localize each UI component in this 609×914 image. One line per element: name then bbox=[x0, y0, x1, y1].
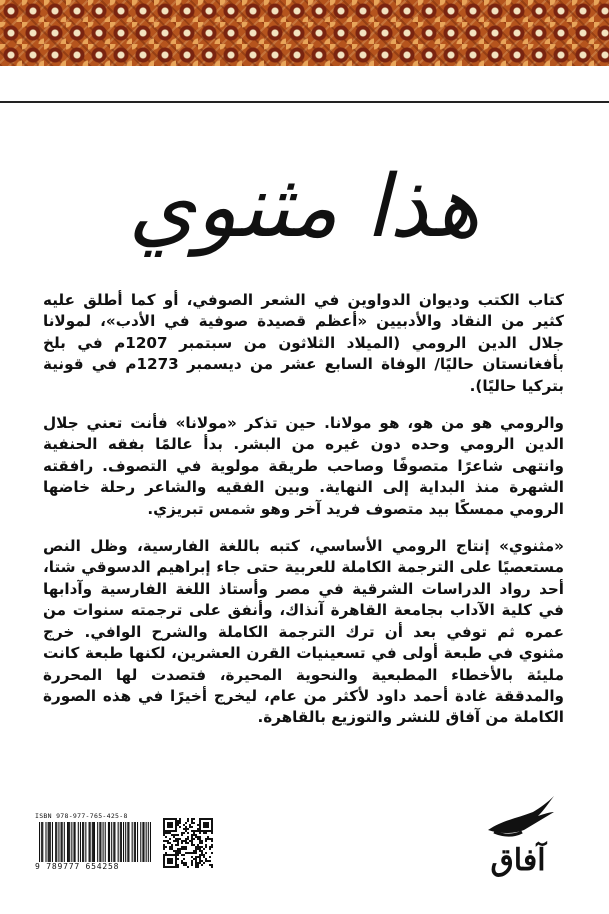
qr-code-icon bbox=[163, 818, 213, 868]
barcode-icon bbox=[39, 822, 151, 862]
bird-logo-icon bbox=[478, 790, 558, 890]
isbn-label: ISBN 978-977-765-425-8 bbox=[35, 812, 128, 820]
publisher-logo-text: آفاق bbox=[490, 843, 546, 878]
book-title-text: هذا مثنوي bbox=[128, 157, 480, 257]
barcode-digits: 9 789777 654258 bbox=[35, 862, 120, 871]
divider-line bbox=[0, 101, 609, 103]
blurb bbox=[43, 290, 564, 745]
ornamental-banner bbox=[0, 0, 609, 66]
blurb-paragraph-1: كتاب الكتب وديوان الدواوين في الشعر الصوفي، أو كما أطلق عليه كثير من النقاد والأدبيين «أعظم قصيدة صوفية في الأدب»، لمولانا جلال الدين الرومي (الميلاد الثلاثون من سبتمبر 1207م في بلخ بأفغانستان حاليًا/ الوفاة السابع عشر من ديسمبر 1273م في قونية بتركيا حاليًا). bbox=[43, 291, 564, 395]
blurb-paragraph-2: والرومي هو من هو، هو مولانا. حين تذكر «مولانا» فأنت تعني جلال الدين الرومي وحده دون غيره من البشر. بدأ عالمًا بفقه الحنفية وانتهى شاعرًا متصوفًا وصاحب طريقة مولوية في التصوف. رافقته الشهرة منذ البداية إلى النهاية. وبين الفقيه والشاعر رحلة خاضها الرومي ممسكًا بيد متصوف فريد آخر وهو شمس تبريزي. bbox=[43, 414, 564, 518]
barcode bbox=[35, 812, 155, 872]
book-title bbox=[0, 118, 609, 268]
blurb-paragraph-3: «مثنوي» إنتاج الرومي الأساسي، كتبه باللغة الفارسية، وظل النص مستعصيًا على الترجمة الكاملة للعربية حتى جاء إبراهيم الدسوقي شتا، أحد رواد الدراسات الشرقية في مصر وأستاذ اللغة الفارسية وآدابها في كلية الآداب بجامعة القاهرة آنذاك، وأنفق على ترجمته سنوات من عمره ثم توفي بعد أن ترك الترجمة الكاملة والشرح الوافي. خرج مثنوي في طبعة أولى في تسعينيات القرن العشرين، لكنها طبعة كانت مليئة بالأخطاء المطبعية والنحوية المحيرة، فتصدت لها المحررة والمدققة غادة أحمد داود لأكثر من عام، ليخرج أخيرًا في هذه الصورة الكاملة من آفاق للنشر والتوزيع بالقاهرة. bbox=[43, 537, 564, 727]
